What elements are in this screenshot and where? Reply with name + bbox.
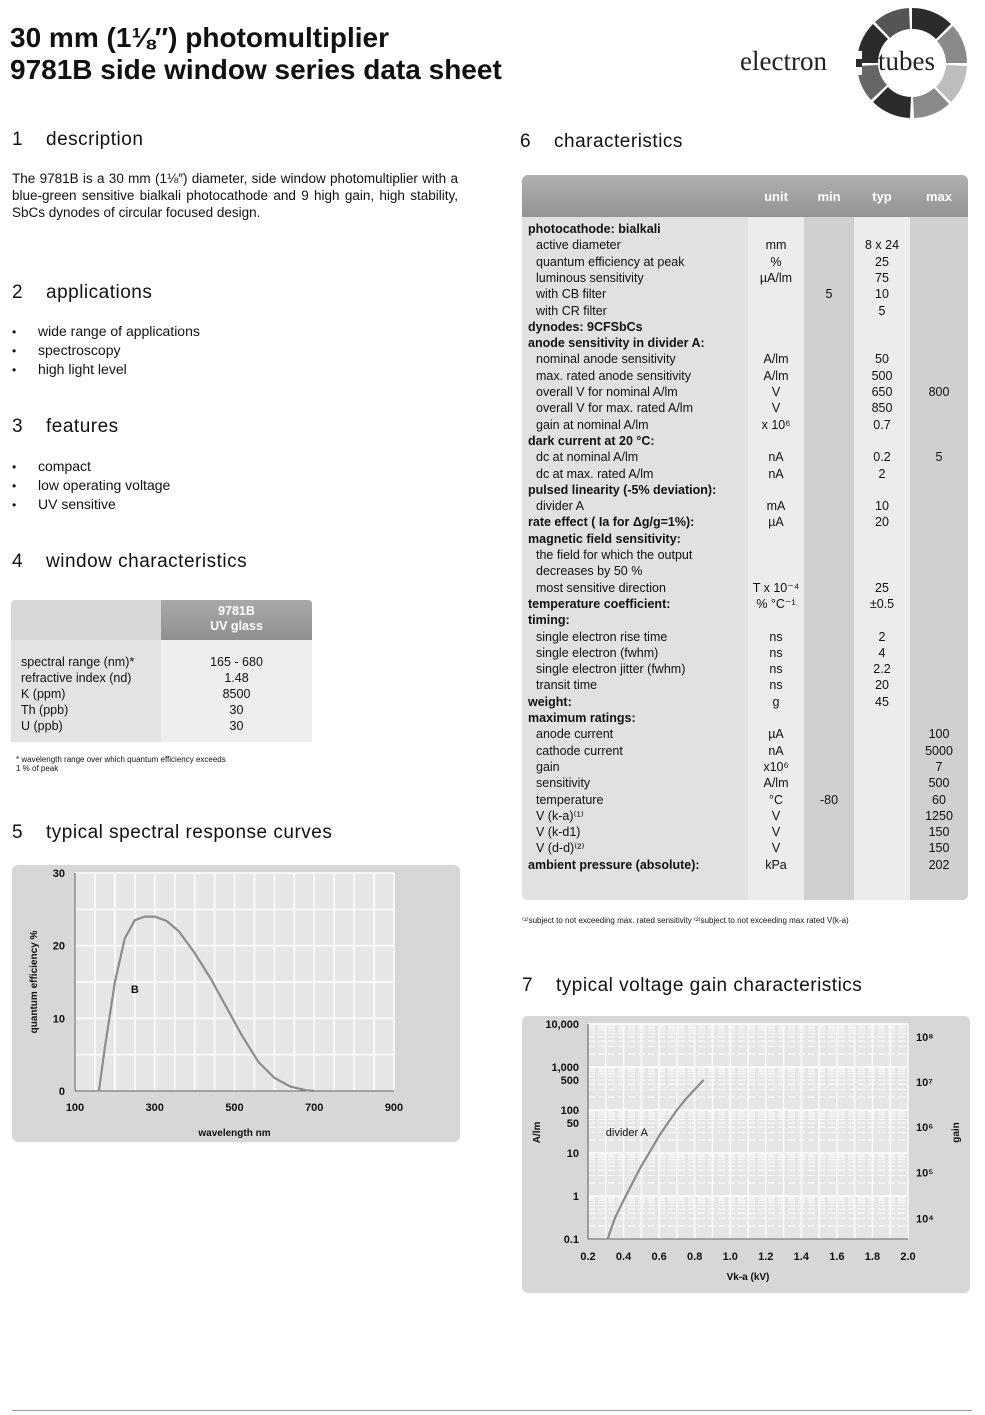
row-typ: 0.2 [873, 450, 891, 465]
row-min: 5 [825, 287, 833, 302]
list-item: • low operating voltage [12, 476, 170, 495]
row-label: dc at nominal A/lm [536, 450, 639, 465]
logo-text-electron: electron [740, 46, 827, 76]
x-tick-label: 0.4 [615, 1251, 632, 1263]
row-unit: ns [769, 629, 783, 644]
x-tick-label: 0.6 [651, 1251, 667, 1263]
x-tick-label: 700 [305, 1102, 324, 1114]
y-right-tick-label: 10⁸ [916, 1031, 934, 1044]
voltage-gain-chart [522, 1016, 970, 1293]
table-row [522, 677, 968, 693]
table-row [522, 466, 968, 482]
y-axis-label: quantum efficiency % [29, 930, 40, 1034]
row-label: V (k-d1) [536, 825, 581, 840]
row-label: rate effect ( Ia for Δg/g=1%): [528, 515, 695, 530]
row-label: single electron (fwhm) [536, 645, 659, 660]
row-typ: 5 [878, 303, 886, 318]
section-heading-characteristics: 6 characteristics [520, 131, 683, 152]
row-label: max. rated anode sensitivity [536, 368, 691, 383]
row-unit: V [771, 401, 781, 416]
row-unit: % °C⁻¹ [756, 596, 796, 611]
applications-list [12, 322, 200, 379]
col-header-unit: unit [764, 189, 788, 204]
table-row [522, 808, 968, 824]
window-row-value: 165 - 680 [210, 655, 263, 669]
row-unit: A/lm [763, 352, 789, 367]
x-tick-label: 0.2 [580, 1251, 596, 1263]
col-header-max: max [925, 189, 953, 204]
y-tick-label: 0.1 [563, 1234, 579, 1246]
section-heading-voltage-gain: 7 typical voltage gain characteristics [522, 975, 863, 996]
row-max: 60 [932, 792, 946, 807]
table-row [522, 449, 968, 465]
table-row [522, 335, 968, 351]
row-label: quantum efficiency at peak [536, 254, 685, 269]
characteristics-footnote: ⁽¹⁾subject to not exceeding max. rated sensitivity ⁽²⁾subject to not exceeding max rated V(k-a) [522, 916, 849, 925]
row-label: dynodes: 9CFSbCs [528, 319, 643, 334]
y-tick-label: 10,000 [545, 1019, 579, 1031]
table-row [522, 286, 968, 302]
row-typ: 650 [871, 385, 893, 399]
table-row [522, 596, 968, 612]
row-unit: V [771, 808, 781, 823]
y-tick-label: 1 [572, 1191, 579, 1203]
table-row [522, 743, 968, 759]
row-label: active diameter [536, 238, 621, 253]
row-max: 800 [928, 385, 950, 399]
row-label: dc at max. rated A/lm [536, 466, 654, 481]
table-row [522, 531, 968, 547]
col-header-min: min [817, 189, 841, 204]
row-max: 150 [928, 841, 950, 856]
row-typ: 20 [875, 515, 889, 530]
row-unit: T x 10⁻⁴ [752, 580, 800, 595]
table-row [522, 580, 968, 596]
row-max: 7 [935, 759, 943, 774]
table-row [522, 303, 968, 319]
y-tick-label: 10 [566, 1148, 579, 1160]
table-row [522, 433, 968, 449]
row-label: dark current at 20 °C: [528, 433, 655, 448]
window-footnote: * wavelength range over which quantum efficiency exceeds 1 % of peak [16, 755, 226, 773]
row-label: overall V for nominal A/lm [536, 385, 678, 399]
table-row [522, 694, 968, 710]
table-row [522, 498, 968, 514]
row-label: gain [536, 759, 560, 774]
list-item: • spectroscopy [12, 341, 200, 360]
row-label: overall V for max. rated A/lm [536, 401, 694, 416]
row-min: -80 [819, 792, 839, 807]
row-label: magnetic field sensitivity: [528, 531, 681, 546]
y-right-tick-label: 10⁷ [916, 1076, 933, 1089]
x-tick-label: 1.2 [758, 1251, 774, 1263]
y-axis-label: A/lm [532, 1121, 543, 1144]
table-row [522, 840, 968, 856]
list-item: • high light level [12, 360, 200, 379]
y-tick-label: 500 [560, 1074, 579, 1087]
row-label: anode current [536, 727, 614, 742]
x-tick-label: 1.6 [829, 1251, 845, 1263]
table-row [522, 270, 968, 286]
row-label: with CB filter [536, 287, 607, 302]
window-row-value: 1.48 [224, 671, 249, 685]
row-label: maximum ratings: [528, 711, 636, 725]
section-heading-description: 1 description [12, 129, 144, 150]
row-label: most sensitive direction [536, 580, 666, 595]
series-label-b: B [130, 983, 139, 996]
x-tick-label: 900 [384, 1102, 404, 1114]
window-row-label: Th (ppb) [21, 703, 69, 717]
x-tick-label: 300 [145, 1102, 164, 1114]
description-text: The 9781B is a 30 mm (1⅛″) diameter, side window photomultiplier with a blue-green sensitive bialkali photocathode and 9 high gain, high stability, SbCs dynodes of circular focused design. [12, 171, 458, 220]
row-label: gain at nominal A/lm [536, 417, 649, 432]
row-unit: V [771, 825, 781, 840]
list-item: • compact [12, 457, 170, 476]
row-unit: mA [766, 499, 786, 514]
table-row [522, 351, 968, 367]
x-tick-label: 500 [225, 1102, 244, 1114]
row-label: photocathode: bialkali [528, 222, 661, 236]
row-typ: 10 [875, 499, 889, 514]
characteristics-table [522, 175, 968, 900]
row-unit: ns [769, 645, 783, 660]
list-item: • UV sensitive [12, 495, 170, 514]
row-unit: % [770, 254, 782, 269]
y-tick-label: 20 [52, 940, 65, 953]
window-row-value: 30 [229, 703, 244, 717]
row-unit: ns [769, 678, 783, 693]
row-label: luminous sensitivity [536, 270, 644, 285]
table-row [522, 368, 968, 384]
row-label: timing: [528, 613, 570, 628]
y-right-tick-label: 10⁶ [916, 1122, 934, 1135]
row-typ: 25 [875, 254, 889, 269]
y-right-axis-label: gain [951, 1122, 962, 1143]
row-unit: A/lm [763, 368, 789, 383]
voltage-gain-chart-panel [522, 1016, 970, 1293]
table-row [522, 563, 968, 579]
row-max: 150 [928, 825, 950, 840]
list-item: • wide range of applications [12, 322, 200, 341]
section-heading-features: 3 features [12, 416, 119, 437]
row-typ: 50 [875, 352, 889, 367]
section-heading-spectral: 5 typical spectral response curves [12, 822, 333, 843]
features-list [12, 457, 170, 514]
row-unit: µA [768, 515, 784, 530]
section-heading-applications: 2 applications [12, 282, 153, 303]
x-tick-label: 1.0 [722, 1251, 738, 1263]
row-label: transit time [536, 678, 598, 693]
x-axis-label: Vk-a (kV) [726, 1272, 770, 1283]
table-row [522, 726, 968, 742]
row-unit: V [771, 841, 781, 856]
row-unit: x 10⁶ [761, 417, 791, 432]
title-line-2: 9781B side window series data sheet [10, 54, 502, 85]
table-row [522, 417, 968, 433]
row-unit: A/lm [763, 776, 789, 791]
y-right-tick-label: 10⁵ [916, 1167, 934, 1180]
row-typ: 2 [878, 629, 886, 644]
window-row-value: 30 [229, 719, 244, 733]
row-label: with CR filter [536, 303, 607, 318]
row-unit: V [771, 385, 781, 399]
row-typ: 4 [878, 645, 886, 660]
row-label: V (k-a)⁽¹⁾ [536, 808, 584, 823]
spectral-chart [12, 865, 460, 1142]
row-label: divider A [536, 499, 584, 514]
row-unit: g [772, 694, 780, 709]
x-tick-label: 100 [65, 1102, 85, 1114]
row-max: 500 [928, 776, 950, 791]
row-max: 100 [928, 727, 950, 742]
x-tick-label: 0.8 [687, 1251, 703, 1263]
table-row [522, 319, 968, 335]
table-row [522, 775, 968, 791]
x-tick-label: 1.4 [793, 1251, 809, 1263]
row-label: anode sensitivity in divider A: [528, 336, 705, 351]
table-row [522, 824, 968, 840]
row-typ: 850 [871, 401, 893, 416]
row-label: sensitivity [536, 776, 591, 791]
table-row [522, 221, 968, 237]
table-row [522, 629, 968, 645]
row-label: single electron rise time [536, 629, 668, 644]
logo-text-tubes: tubes [878, 46, 935, 76]
table-row [522, 645, 968, 661]
table-row [522, 482, 968, 498]
table-row [522, 661, 968, 677]
table-row [522, 759, 968, 775]
row-typ: 20 [875, 678, 889, 693]
page-title [10, 22, 502, 86]
table-row [522, 514, 968, 530]
row-label: single electron jitter (fwhm) [536, 662, 686, 677]
window-row-label: K (ppm) [21, 687, 66, 701]
row-max: 5000 [925, 743, 953, 758]
table-row [522, 400, 968, 416]
row-label: nominal anode sensitivity [536, 352, 676, 367]
row-typ: ±0.5 [869, 596, 895, 611]
row-unit: ns [769, 662, 783, 677]
row-max: 202 [928, 857, 950, 872]
row-unit: nA [768, 466, 784, 481]
window-table-header: 9781B UV glass [161, 600, 312, 640]
row-typ: 10 [875, 287, 889, 302]
y-tick-label: 50 [566, 1117, 579, 1130]
y-tick-label: 100 [560, 1105, 579, 1117]
row-max: 5 [935, 450, 943, 465]
row-label: decreases by 50 % [536, 564, 643, 579]
row-unit: nA [768, 743, 784, 758]
row-typ: 2.2 [873, 662, 891, 677]
footer-divider [12, 1410, 972, 1411]
logo [740, 5, 972, 125]
row-unit: x10⁶ [763, 759, 789, 774]
row-typ: 75 [875, 270, 889, 285]
title-line-1: 30 mm (1⅛″) photomultiplier [10, 22, 390, 53]
row-label: weight: [528, 694, 572, 709]
row-typ: 45 [875, 694, 889, 709]
row-label: pulsed linearity (-5% deviation): [528, 482, 717, 497]
x-tick-label: 2.0 [900, 1251, 916, 1263]
row-label: temperature [536, 792, 604, 807]
spectral-chart-panel [12, 865, 460, 1142]
window-row-label: spectral range (nm)* [21, 655, 135, 669]
row-unit: µA/lm [759, 270, 793, 285]
window-row-value: 8500 [222, 687, 251, 701]
row-label: ambient pressure (absolute): [528, 857, 700, 872]
row-label: temperature coefficient: [528, 596, 671, 611]
table-row [522, 710, 968, 726]
row-unit: mm [765, 238, 787, 253]
y-right-tick-label: 10⁴ [916, 1213, 934, 1226]
row-unit: kPa [765, 857, 787, 872]
row-label: the field for which the output [536, 548, 693, 562]
y-tick-label: 10 [52, 1013, 65, 1026]
row-unit: µA [768, 727, 784, 742]
window-row-label: refractive index (nd) [21, 671, 132, 685]
section-heading-window: 4 window characteristics [12, 551, 248, 572]
table-row [522, 237, 968, 253]
table-row [522, 792, 968, 808]
y-tick-label: 0 [58, 1086, 65, 1098]
table-row [522, 857, 968, 873]
y-tick-label: 1,000 [551, 1062, 579, 1074]
row-unit: °C [768, 792, 784, 807]
row-typ: 25 [875, 580, 889, 595]
table-row [522, 254, 968, 270]
table-row [522, 547, 968, 563]
col-header-typ: typ [872, 189, 892, 204]
row-max: 1250 [925, 808, 953, 823]
y-tick-label: 30 [52, 868, 65, 880]
table-row [522, 384, 968, 400]
x-tick-label: 1.8 [864, 1251, 881, 1263]
row-unit: nA [768, 450, 784, 465]
row-label: cathode current [536, 743, 623, 758]
window-table [11, 600, 312, 742]
window-row-label: U (ppb) [21, 719, 63, 733]
row-label: V (d-d)⁽²⁾ [536, 841, 585, 856]
row-typ: 500 [871, 368, 893, 383]
series-label-divider-a: divider A [605, 1126, 648, 1139]
x-axis-label: wavelength nm [198, 1128, 271, 1139]
row-typ: 8 x 24 [864, 238, 900, 253]
row-typ: 2 [878, 466, 886, 481]
row-typ: 0.7 [873, 417, 891, 432]
table-row [522, 612, 968, 628]
